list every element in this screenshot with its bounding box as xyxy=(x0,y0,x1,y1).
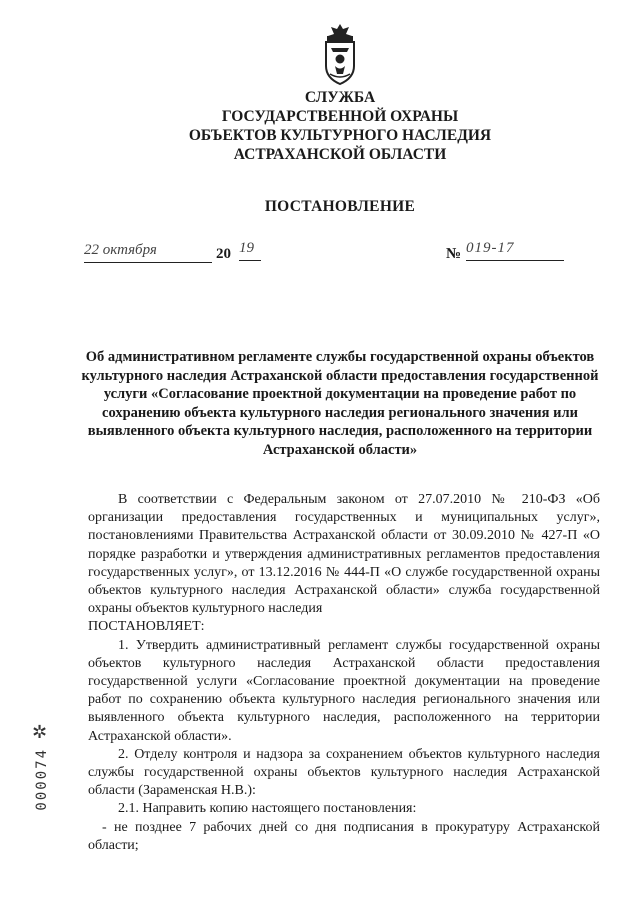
serial-number: 000074 xyxy=(34,748,50,811)
margin-serial-stamp xyxy=(26,722,54,832)
document-title: Об административном регламенте службы государственной охраны объектов культурного наследия Астраханской области предоставления государственной услуги «Согласование проектной документации на проведение работ по сохранению объекта культурного наследия регионального значения или выявленного объекта культурного наследия, расположенного на территории Астраханской области» xyxy=(81,349,599,458)
issuing-authority xyxy=(0,88,640,164)
number-sign: № xyxy=(446,246,462,262)
resolves-heading: ПОСТАНОВЛЯЕТ: xyxy=(88,619,205,635)
item-1-paragraph: 1. Утвердить административный регламент службы государственной охраны объектов культурного наследия Астраханской области предоставления государственной услуги «Согласование проектной документации на проведение работ по сохранению объекта культурного наследия регионального значения или выявленного объекта культурного наследия, расположенного на территории Астраханской области». xyxy=(88,637,600,744)
handwritten-year: 19 xyxy=(239,240,261,261)
handwritten-number: 019-17 xyxy=(466,240,564,261)
item-2-1-a-paragraph: - не позднее 7 рабочих дней со дня подписания в прокуратуру Астраханской области; xyxy=(88,819,600,853)
item-2-1-paragraph: 2.1. Направить копию настоящего постановления: xyxy=(118,801,417,817)
handwritten-date: 22 октября xyxy=(84,242,212,263)
item-2-paragraph: 2. Отделу контроля и надзора за сохранением объектов культурного наследия службы государственной охраны объектов культурного наследия Астраханской области (Зараменская Н.В.): xyxy=(88,746,600,799)
preamble-paragraph: В соответствии с Федеральным законом от 27.07.2010 № 210-ФЗ «Об организации предоставления государственных и муниципальных услуг», постановлениями Правительства Астраханской области от 30.09.2010 № 427-П «О порядке разработки и утверждения административных регламентов предоставления государственных услуг», от 13.12.2016 № 444-П «О службе государственной охраны объектов культурного наследия Астраханской области» служба государственной охраны объектов культурного наследия xyxy=(88,492,600,617)
org-line-2: ГОСУДАРСТВЕННОЙ ОХРАНЫ xyxy=(221,108,459,125)
org-line-3: ОБЪЕКТОВ КУЛЬТУРНОГО НАСЛЕДИЯ xyxy=(188,127,492,144)
org-line-4: АСТРАХАНСКОЙ ОБЛАСТИ xyxy=(233,146,447,163)
asterisk-mark: ✲ xyxy=(32,722,48,742)
date-number-line xyxy=(84,240,624,272)
org-line-1: СЛУЖБА xyxy=(304,89,376,106)
year-prefix: 20 xyxy=(216,246,231,262)
document-type-heading: ПОСТАНОВЛЕНИЕ xyxy=(264,198,416,215)
document-body xyxy=(88,491,600,855)
coat-of-arms-emblem xyxy=(318,22,362,88)
